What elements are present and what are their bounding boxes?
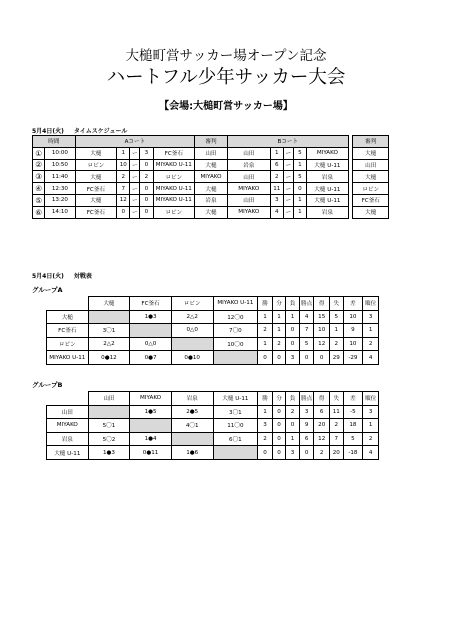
court-b-referee: ロビン [353, 183, 389, 195]
team-name: 大槌 [47, 310, 89, 324]
court-b-away-score: 1 [293, 159, 306, 171]
stat-gf: 12 [314, 337, 330, 351]
stat-l: 3 [286, 446, 300, 460]
group-a-table [46, 296, 379, 365]
stat-d: 2 [272, 337, 286, 351]
court-a-away-team: ロビン [153, 171, 194, 183]
table-row [47, 351, 379, 365]
match-result: 10〇0 [213, 337, 258, 351]
header-court-b: Bコート [227, 136, 348, 148]
group-a-label: グループA [32, 286, 63, 294]
court-b-dash: ー [284, 171, 294, 183]
stat-rank: 4 [363, 351, 379, 365]
table-row [47, 432, 379, 446]
stat-l: 3 [286, 351, 300, 365]
court-a-referee: 大槌 [195, 206, 228, 218]
self-match-cell [171, 432, 213, 446]
stat-w: 3 [258, 419, 273, 433]
match-result: 0●12 [88, 351, 130, 365]
stat-gf: 10 [314, 324, 330, 338]
court-a-away-team: MIYAKO U-11 [153, 194, 194, 206]
header-court-a: Aコート [75, 136, 194, 148]
self-match-cell [88, 310, 130, 324]
court-a-home-score: 0 [117, 206, 130, 218]
court-b-home-team: 山田 [227, 194, 270, 206]
court-b-away-score: 1 [293, 194, 306, 206]
stat-pts: 4 [299, 310, 314, 324]
court-a-away-team: MIYAKO U-11 [153, 183, 194, 195]
table-row [47, 446, 379, 460]
stat-ga: 5 [330, 310, 344, 324]
self-match-cell [88, 405, 130, 419]
court-a-away-score: 0 [140, 159, 153, 171]
court-b-dash: ー [284, 194, 294, 206]
stat-d: 1 [272, 324, 286, 338]
match-result: 2△2 [171, 310, 213, 324]
match-result: 1●3 [88, 446, 130, 460]
header-time: 時間 [33, 136, 76, 148]
stat-gf: 15 [314, 310, 330, 324]
match-result: 1●3 [130, 310, 172, 324]
match-result: 1●4 [130, 432, 172, 446]
stat-l: 0 [286, 324, 300, 338]
match-number: ④ [33, 183, 45, 195]
stat-w: 0 [258, 351, 273, 365]
stat-w: 2 [258, 432, 273, 446]
match-result: 0●10 [171, 351, 213, 365]
stat-ga: 7 [330, 432, 344, 446]
court-a-home-score: 1 [117, 147, 130, 159]
self-match-cell [213, 351, 258, 365]
court-a-home-score: 10 [117, 159, 130, 171]
court-b-referee: 山田 [353, 159, 389, 171]
stat-rank: 2 [363, 337, 379, 351]
court-b-home-score: 3 [270, 194, 283, 206]
stat-header-rank: 順位 [363, 392, 379, 406]
match-time: 10:00 [45, 147, 75, 159]
stat-rank: 3 [363, 405, 379, 419]
stat-gd: 9 [343, 324, 363, 338]
court-b-dash: ー [284, 206, 294, 218]
match-result: 12〇0 [213, 310, 258, 324]
stat-header-win: 勝 [258, 297, 273, 311]
self-match-cell [130, 324, 172, 338]
opponent-header: MIYAKO [130, 392, 172, 406]
schedule-section-label [32, 126, 127, 135]
table-row [47, 324, 379, 338]
court-a-referee: 山田 [195, 147, 228, 159]
opponent-header: MIYAKO U-11 [213, 297, 258, 311]
match-result: 0●7 [130, 351, 172, 365]
court-a-away-score: 2 [140, 171, 153, 183]
match-result: 2△2 [88, 337, 130, 351]
team-name: MIYAKO [47, 419, 89, 433]
court-b-referee: 大槌 [353, 147, 389, 159]
match-result: 0△0 [171, 324, 213, 338]
title-line-1: 大槌町営サッカー場オープン記念 [125, 48, 327, 64]
stat-ga: 29 [330, 351, 344, 365]
stat-gf: 2 [314, 446, 330, 460]
stat-gd: 10 [343, 310, 363, 324]
self-match-cell [213, 446, 258, 460]
stat-header-loss: 負 [286, 297, 300, 311]
group-header-row [47, 392, 379, 406]
court-b-home-team: MIYAKO [227, 206, 270, 218]
stat-l: 0 [286, 337, 300, 351]
table-row [47, 405, 379, 419]
stat-pts: 0 [299, 351, 314, 365]
court-b-away-team: 大槌 U-11 [307, 194, 349, 206]
match-time: 13:20 [45, 194, 75, 206]
match-result: 3〇1 [88, 324, 130, 338]
standings-section-label [32, 271, 92, 280]
court-a-home-score: 2 [117, 171, 130, 183]
match-result: 0△0 [130, 337, 172, 351]
court-b-referee: 大槌 [353, 171, 389, 183]
court-b-away-team: 大槌 U-11 [307, 183, 349, 195]
stat-header-draw: 分 [272, 297, 286, 311]
stat-pts: 5 [299, 337, 314, 351]
stat-ga: 20 [330, 446, 344, 460]
stat-gf: 20 [314, 419, 330, 433]
court-a-away-score: 0 [140, 206, 153, 218]
stat-d: 1 [272, 310, 286, 324]
court-b-away-team: 岩泉 [307, 206, 349, 218]
opponent-header: 大槌 [88, 297, 130, 311]
stat-header-gf: 得 [314, 297, 330, 311]
match-number: ⑥ [33, 206, 45, 218]
court-b-away-score: 1 [293, 206, 306, 218]
table-row [47, 337, 379, 351]
stat-pts: 7 [299, 324, 314, 338]
team-name: 岩泉 [47, 432, 89, 446]
self-match-cell [130, 419, 172, 433]
schedule-row [33, 171, 389, 183]
schedule-row [33, 159, 389, 171]
court-a-dash: ー [130, 159, 140, 171]
court-a-home-score: 7 [117, 183, 130, 195]
match-number: ③ [33, 171, 45, 183]
court-a-away-score: 0 [140, 183, 153, 195]
stat-pts: 9 [299, 419, 314, 433]
match-result: 5〇2 [88, 432, 130, 446]
court-b-away-score: 0 [293, 183, 306, 195]
match-number: ⑤ [33, 194, 45, 206]
schedule-row [33, 194, 389, 206]
court-a-dash: ー [130, 194, 140, 206]
court-a-referee: 大槌 [195, 183, 228, 195]
stat-header-points: 勝点 [299, 392, 314, 406]
court-a-dash: ー [130, 183, 140, 195]
schedule-row [33, 147, 389, 159]
stat-gf: 0 [314, 351, 330, 365]
stat-rank: 3 [363, 310, 379, 324]
stat-l: 0 [286, 419, 300, 433]
court-b-dash: ー [284, 159, 294, 171]
stat-d: 0 [272, 405, 286, 419]
court-b-home-team: 山田 [227, 171, 270, 183]
court-b-away-team: 岩泉 [307, 171, 349, 183]
court-b-home-score: 4 [270, 206, 283, 218]
court-a-away-team: FC釜石 [153, 147, 194, 159]
court-b-referee: 大槌 [353, 206, 389, 218]
match-result: 1●6 [171, 446, 213, 460]
group-b-table [46, 391, 379, 460]
stat-pts: 6 [299, 432, 314, 446]
court-b-away-team: 大槌 U-11 [307, 159, 349, 171]
stat-header-draw: 分 [272, 392, 286, 406]
schedule-date: 5月4日(火) [32, 128, 64, 135]
court-a-referee: 大槌 [195, 159, 228, 171]
court-b-home-score: 2 [270, 171, 283, 183]
stat-l: 1 [286, 432, 300, 446]
court-b-home-score: 11 [270, 183, 283, 195]
stat-header-ga: 失 [330, 392, 344, 406]
stat-d: 0 [272, 446, 286, 460]
court-b-home-team: 山田 [227, 147, 270, 159]
court-a-home-team: ロビン [75, 159, 116, 171]
schedule-header-row [33, 136, 389, 148]
match-time: 14:10 [45, 206, 75, 218]
header-ref-b: 審判 [353, 136, 389, 148]
stat-w: 2 [258, 324, 273, 338]
court-a-away-team: ロビン [153, 206, 194, 218]
court-b-dash: ー [284, 183, 294, 195]
stat-d: 0 [272, 432, 286, 446]
stat-header-rank: 順位 [363, 297, 379, 311]
match-number: ② [33, 159, 45, 171]
corner-cell [47, 392, 89, 406]
stat-w: 1 [258, 405, 273, 419]
team-name: FC釜石 [47, 324, 89, 338]
match-result: 11〇0 [213, 419, 258, 433]
stat-header-win: 勝 [258, 392, 273, 406]
match-result: 5〇1 [88, 419, 130, 433]
stat-rank: 4 [363, 446, 379, 460]
opponent-header: 岩泉 [171, 392, 213, 406]
stat-header-points: 勝点 [299, 297, 314, 311]
court-b-home-team: 岩泉 [227, 159, 270, 171]
court-a-away-team: MIYAKO U-11 [153, 159, 194, 171]
venue-label: 【会場:大槌町営サッカー場】 [159, 101, 293, 112]
stat-gd: -5 [343, 405, 363, 419]
table-row [47, 310, 379, 324]
court-a-dash: ー [130, 147, 140, 159]
stat-l: 2 [286, 405, 300, 419]
stat-pts: 0 [299, 446, 314, 460]
opponent-header: 山田 [88, 392, 130, 406]
court-b-referee: FC釜石 [353, 194, 389, 206]
stat-w: 1 [258, 310, 273, 324]
stat-header-loss: 負 [286, 392, 300, 406]
stat-ga: 2 [330, 419, 344, 433]
match-result: 6〇1 [213, 432, 258, 446]
group-header-row [47, 297, 379, 311]
stat-ga: 2 [330, 337, 344, 351]
stat-d: 0 [272, 351, 286, 365]
stat-gd: 5 [343, 432, 363, 446]
court-a-dash: ー [130, 206, 140, 218]
standings-date: 5月4日(火) [32, 273, 64, 280]
court-a-home-score: 12 [117, 194, 130, 206]
stat-header-ga: 失 [330, 297, 344, 311]
match-time: 11:40 [45, 171, 75, 183]
court-b-home-score: 1 [270, 147, 283, 159]
court-a-referee: 岩泉 [195, 194, 228, 206]
stat-gd: 18 [343, 419, 363, 433]
court-a-home-team: 大槌 [75, 194, 116, 206]
court-a-dash: ー [130, 171, 140, 183]
corner-cell [47, 297, 89, 311]
court-b-home-team: MIYAKO [227, 183, 270, 195]
table-row [47, 419, 379, 433]
court-a-away-score: 0 [140, 194, 153, 206]
stat-ga: 11 [330, 405, 344, 419]
stat-w: 1 [258, 337, 273, 351]
schedule-row [33, 206, 389, 218]
court-a-home-team: FC釜石 [75, 183, 116, 195]
match-result: 7〇0 [213, 324, 258, 338]
stat-gd: -29 [343, 351, 363, 365]
stat-gf: 12 [314, 432, 330, 446]
team-name: ロビン [47, 337, 89, 351]
match-result: 2●5 [171, 405, 213, 419]
schedule-row [33, 183, 389, 195]
court-b-dash: ー [284, 147, 294, 159]
stat-ga: 1 [330, 324, 344, 338]
match-time: 12:30 [45, 183, 75, 195]
stat-rank: 2 [363, 432, 379, 446]
court-b-away-score: 5 [293, 147, 306, 159]
stat-d: 0 [272, 419, 286, 433]
court-a-home-team: FC釜石 [75, 206, 116, 218]
court-a-referee: MIYAKO [195, 171, 228, 183]
opponent-header: FC釜石 [130, 297, 172, 311]
header-ref-a: 審判 [195, 136, 228, 148]
schedule-table [32, 135, 389, 219]
stat-pts: 3 [299, 405, 314, 419]
opponent-header: 大槌 U-11 [213, 392, 258, 406]
match-number: ① [33, 147, 45, 159]
title-line-2: ハートフル少年サッカー大会 [106, 67, 346, 88]
schedule-heading: タイムスケジュール [73, 128, 128, 135]
team-name: MIYAKO U-11 [47, 351, 89, 365]
stat-gf: 6 [314, 405, 330, 419]
stat-w: 0 [258, 446, 273, 460]
court-b-away-team: MIYAKO [307, 147, 349, 159]
court-b-home-score: 6 [270, 159, 283, 171]
match-result: 3〇1 [213, 405, 258, 419]
match-result: 0●11 [130, 446, 172, 460]
stat-rank: 1 [363, 419, 379, 433]
match-time: 10:50 [45, 159, 75, 171]
stat-gd: -18 [343, 446, 363, 460]
match-result: 1●5 [130, 405, 172, 419]
stat-gd: 10 [343, 337, 363, 351]
stat-rank: 1 [363, 324, 379, 338]
court-a-away-score: 3 [140, 147, 153, 159]
team-name: 山田 [47, 405, 89, 419]
opponent-header: ロビン [171, 297, 213, 311]
court-a-home-team: 大槌 [75, 147, 116, 159]
stat-l: 1 [286, 310, 300, 324]
team-name: 大槌 U-11 [47, 446, 89, 460]
stat-header-gd: 差 [343, 297, 363, 311]
stat-header-gf: 得 [314, 392, 330, 406]
match-result: 4〇1 [171, 419, 213, 433]
self-match-cell [171, 337, 213, 351]
court-b-away-score: 5 [293, 171, 306, 183]
court-a-home-team: 大槌 [75, 171, 116, 183]
stat-header-gd: 差 [343, 392, 363, 406]
group-b-label: グループB [32, 381, 63, 389]
standings-heading: 対戦表 [73, 273, 92, 280]
